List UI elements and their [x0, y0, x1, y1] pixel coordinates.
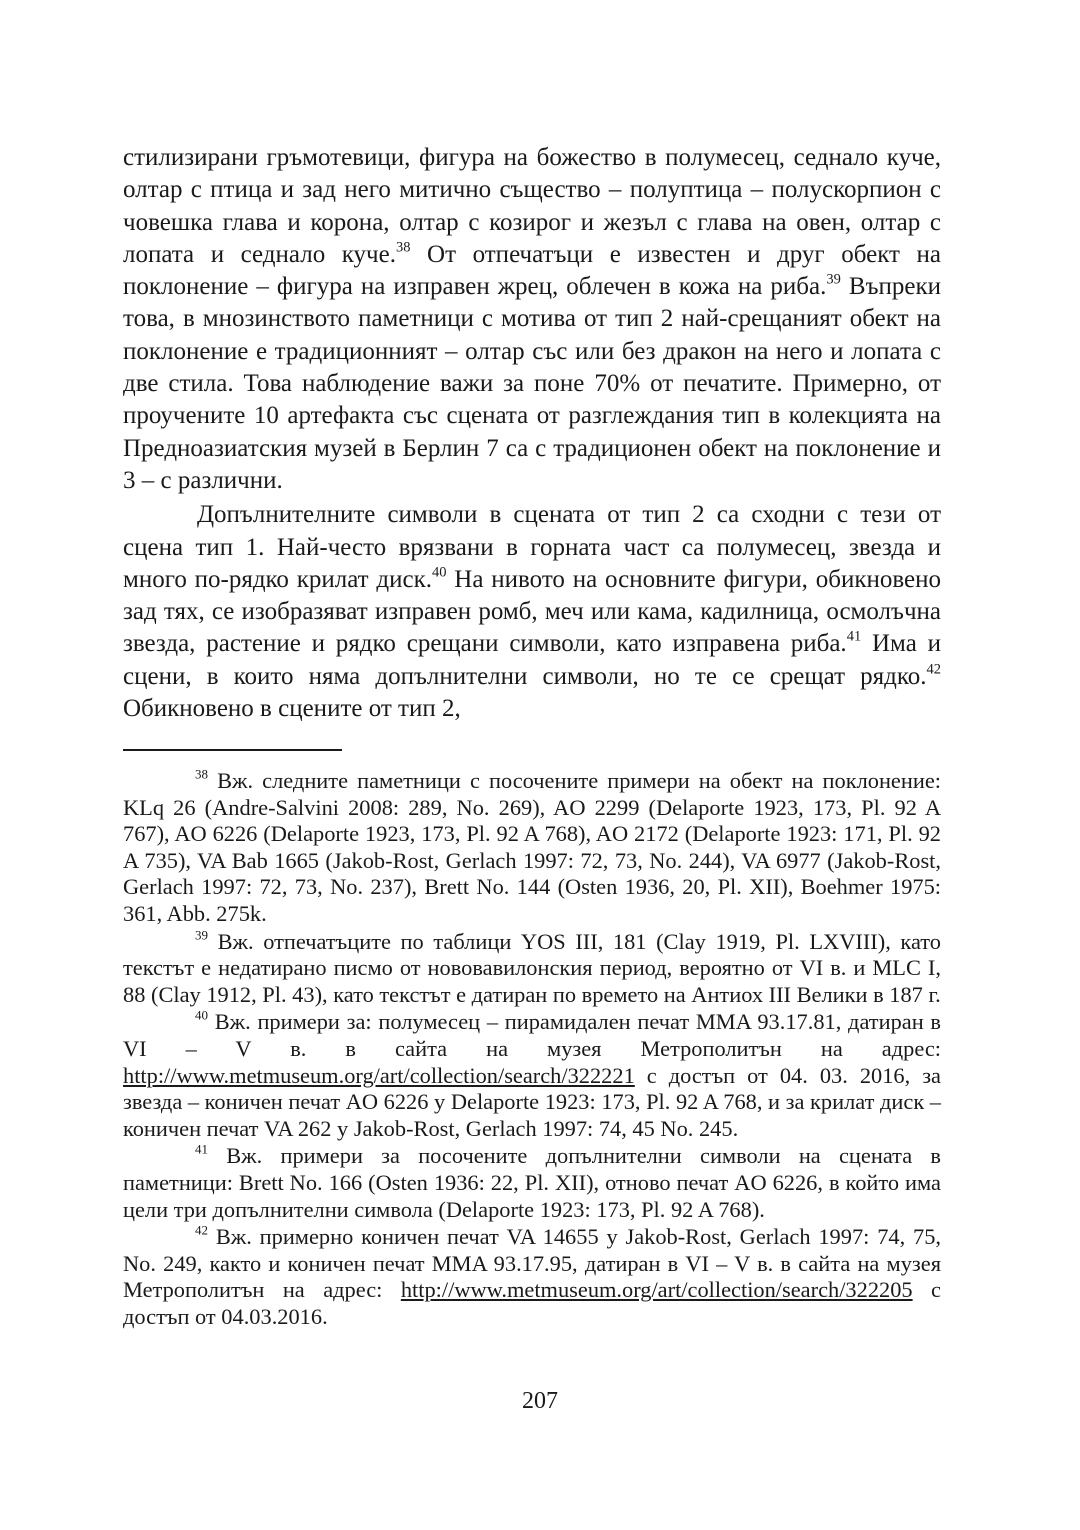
footnote-42-number: 42: [195, 1222, 208, 1238]
footnote-41-number: 41: [195, 1141, 208, 1157]
paragraph-1-text-2: От отпечатъци е известен и друг обект на поклонение – фигура на изправен жрец, облечен в кожа на риба.: [123, 240, 942, 301]
footnote-41: [123, 1143, 941, 1223]
footnote-42-text-1: Вж. примерно коничен печат VA 14655 у Jakob-Rost, Gerlach 1997: 74, 75, No. 249, както и коничен печат MMA 93.17.95, датиран в VI – V в. в сайта на музея Метрополитън на адрес:: [123, 1224, 941, 1303]
paragraph-1-text-3: Въпреки това, в мнозинството паметници с мотива от тип 2 най-срещаният обект на поклонение е традиционният – олтар със или без дракон на него и лопата с две стила. Това наблюдение важи за поне 70% от печатите. Примерно, от проучените 10 артефакта със сцената от разглеждания тип в колекцията на Предноазиатския музей в Берлин 7 са с традиционен обект на поклонение и 3 – с различни.: [123, 273, 941, 494]
footnote-40-text-2: с достъп от 04. 03. 2016, за звезда – коничен печат AO 6226 у Delaporte 1923: 173, Pl. 92 A 768, и за крилат диск – коничен печат VA 262 у Jakob-Rost, Gerlach 1997: 74, 45 No. 245.: [123, 1062, 941, 1141]
footnote-ref-39[interactable]: 39: [826, 271, 841, 288]
footnote-40-number: 40: [195, 1008, 208, 1023]
footnote-38-number: 38: [195, 766, 208, 782]
footnote-42-link[interactable]: http://www.metmuseum.org/art/collection/search/322205: [400, 1277, 913, 1303]
footnote-38: [123, 768, 941, 928]
footnote-ref-41[interactable]: 41: [846, 629, 862, 646]
footnote-ref-42[interactable]: 42: [926, 661, 941, 678]
paragraph-2-text-2: На нивото на основните фигури, обикновено зад тях, се изобразяват изправен ромб, меч или кама, кадилница, осмолъчна звезда, растение и рядко срещани символи, като изправена риба.: [123, 565, 941, 658]
paragraph-2-text-1: Допълнителните символи в сцената от тип 2 са сходни с тези от сцена тип 1. Най-често врязвани в горната част са полумесец, звезда и много по-рядко крилат диск.: [123, 501, 941, 593]
footnote-38-text: Вж. следните паметници с посочените примери на обект на поклонение: KLq 26 (Andre-Salvini 2008: 289, No. 269), AO 2299 (Delaporte 1923, 173, Pl. 92 A 767), AO 6226 (Delaporte 1923, 173, Pl. 92 A 768), AO 2172 (Delaporte 1923: 171, Pl. 92 A 735), VA Bab 1665 (Jakob-Rost, Gerlach 1997: 72, 73, No. 244), VA 6977 (Jakob-Rost, Gerlach 1997: 72, 73, No. 237), Brett No. 144 (Osten 1936, 20, Pl. XII), Boehmer 1975: 361, Abb. 275k.: [123, 768, 941, 926]
footnote-40: [123, 1009, 941, 1142]
footnote-39-text: Вж. отпечатъците по таблици YOS III, 181 (Clay 1919, Pl. LXVIII), като текстът е недатирано писмо от нововавилонския период, вероятно от VI в. и MLC I, 88 (Clay 1912, Pl. 43), като текстът е датиран по времето на Антиох III Велики в 187 г.: [123, 928, 941, 1007]
footnote-42: [123, 1224, 941, 1330]
paragraph-1: [123, 142, 941, 497]
main-text: [123, 142, 941, 725]
footnotes: [123, 768, 941, 1330]
footnote-separator: [123, 749, 342, 751]
footnote-39-number: 39: [195, 927, 208, 943]
footnote-39: [123, 929, 941, 1009]
footnote-40-link[interactable]: http://www.metmuseum.org/art/collection/search/322221: [123, 1062, 635, 1088]
footnote-ref-40[interactable]: 40: [432, 564, 447, 581]
paragraph-2-text-4: Обикновено в сцените от тип 2,: [123, 695, 461, 723]
footnote-42-text-2: с достъп от 04.03.2016.: [123, 1277, 941, 1329]
footnote-ref-38[interactable]: 38: [395, 239, 411, 256]
paragraph-2: [123, 499, 941, 725]
paragraph-1-text-1: стилизирани гръмотевици, фигура на божество в полумесец, седнало куче, олтар с птица и зад него митично същество – полуптица – полускорпион с човешка глава и корона, олтар с козирог и жезъл с глава на овен, олтар с лопата и седнало куче.: [123, 144, 941, 268]
footnote-41-text: Вж. примери за посочените допълнителни символи на сцената в паметници: Brett No. 166 (Osten 1936: 22, Pl. XII), отново печат AO 6226, в който има цели три допълнителни символа (Delaporte 1923: 173, Pl. 92 A 768).: [123, 1143, 941, 1222]
footnote-40-text-1: Вж. примери за: полумесец – пирамидален печат MMA 93.17.81, датиран в VI – V в. в сайта на музея Метрополитън на адрес:: [123, 1009, 941, 1061]
page-number: 207: [522, 1388, 558, 1414]
paragraph-2-text-3: Има и сцени, в които няма допълнителни символи, но те се срещат рядко.: [123, 630, 941, 690]
